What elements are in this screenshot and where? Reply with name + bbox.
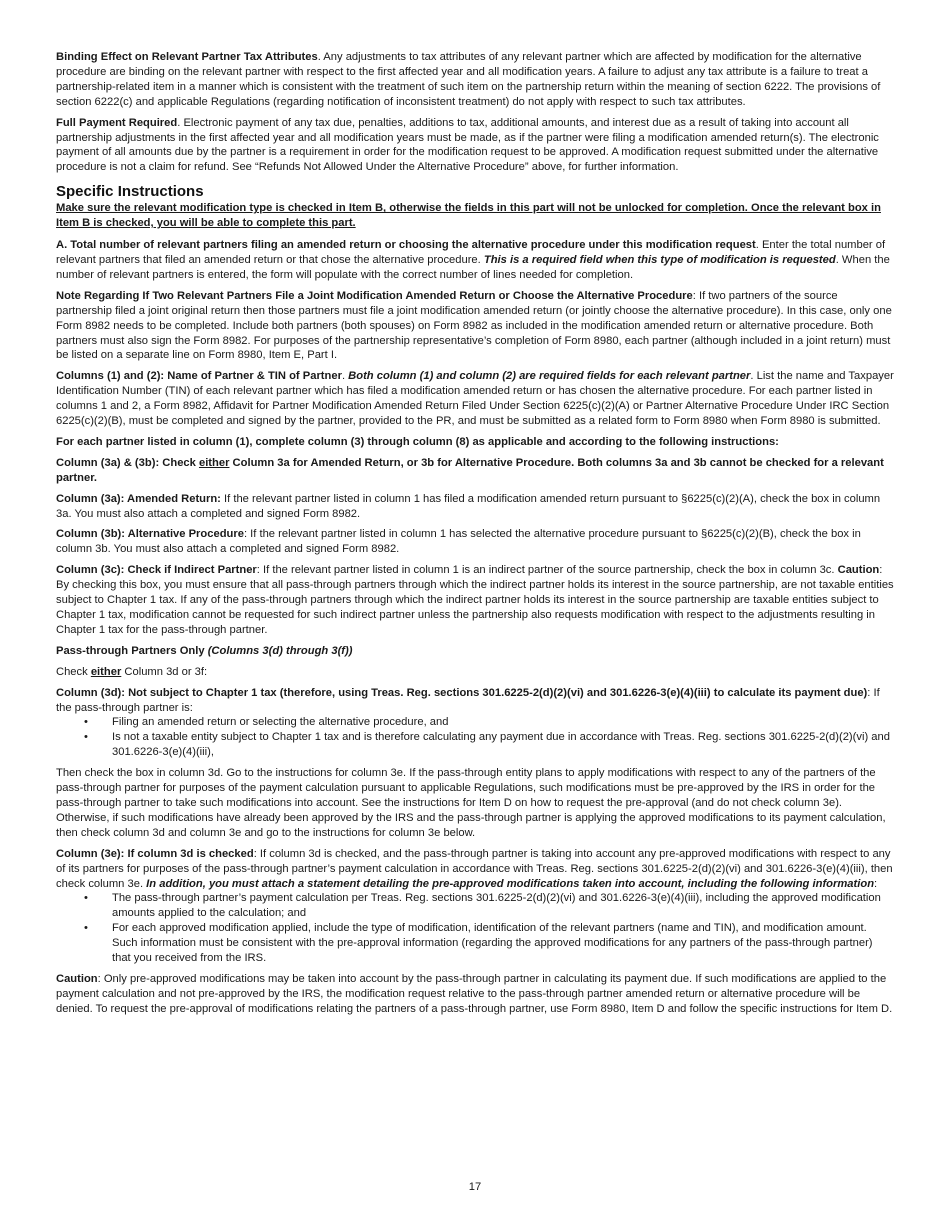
caution-label: Caution: [837, 564, 880, 577]
column-3d-heading: Column (3d): Not subject to Chapter 1 tax (therefore, using Treas. Reg. sections 301.6225-2(d)(2)(vi) and 301.6226-3(e)(4)(iii) to calculate its payment due): [56, 686, 868, 699]
column-3d-paragraph: Column (3d): Not subject to Chapter 1 tax (therefore, using Treas. Reg. sections 301.6225-2(d)(2)(vi) and 301.6226-3(e)(4)(iii) to calculate its payment due): If the pass-through partner is:: [56, 686, 880, 714]
binding-effect-paragraph: Binding Effect on Relevant Partner Tax Attributes. Any adjustments to tax attributes of any relevant partner which are affected by modification for the alternative procedure are binding on the relevant partner with respect to the first affected year and all modification years. A failure to adjust any tax attribute is a failure to treat a partnership-related item in a manner which is consistent with the treatment of such item on the partnership return within the meaning of section 6222. The provisions of section 6222(c) and applicable Regulations (regarding notification of inconsistent treatment) do not apply with respect to such tax attributes.: [56, 51, 881, 108]
binding-effect-heading: Binding Effect on Relevant Partner Tax Attributes: [56, 51, 318, 63]
caution-paragraph: Caution: Only pre-approved modifications may be taken into account by the pass-through partner in calculating its payment due. If such modifications are applied to the payment calculation and not pre-approved by the IRS, the modification request relative to the pass-through partner amended return or alternative procedure will be denied. To request the pre-approval of modifications relating the partners of a pass-through partner, use Form 8980, Item D and follow the specific instructions for Item D.: [56, 972, 893, 1015]
column-3a-heading: Column (3a): Amended Return:: [56, 492, 221, 505]
caution-heading: Caution: [56, 972, 98, 985]
then-check-paragraph: Then check the box in column 3d. Go to the instructions for column 3e. If the pass-through entity plans to apply modifications with respect to any of the partners of the pass-through partner for purposes of the payment calculation pursuant to applicable Regulations, such modifications must be pre-approved by the IRS in order for the pass-through partner to take such modifications into account. See the instructions for Item D on how to request the pre-approval (and do not check column 3e). Otherwise, if such modifications have already been approved by the IRS and the pass-through partner is applying the approved modifications to its payment calculation, then check column 3d and column 3e and go to the instructions for column 3e below.: [56, 767, 886, 839]
item-b-warning: Make sure the relevant modification type is checked in Item B, otherwise the fields in this part will not be unlocked for completion. Once the relevant box in Item B is checked, you will be able to complete this part.: [56, 202, 881, 230]
column-3c-heading: Column (3c): Check if Indirect Partner: [56, 564, 257, 577]
list-item: • For each approved modification applied, include the type of modification, identification of the relevant partners (name and TIN), and modification amount. Such information must be consistent with the pre-approval information (regarding the approved modifications for any partners of the pass-through partner) that you received from the IRS.: [112, 921, 894, 966]
full-payment-heading: Full Payment Required: [56, 116, 178, 129]
column-3d-bullet-list: [56, 715, 894, 760]
pass-through-heading: Pass-through Partners Only (Columns 3(d) through 3(f)): [56, 644, 353, 657]
joint-return-note-heading: Note Regarding If Two Relevant Partners File a Joint Modification Amended Return or Choose the Alternative Procedure: [56, 289, 693, 302]
column-3b-heading: Column (3b): Alternative Procedure: [56, 528, 244, 541]
check-either-line: Check either Column 3d or 3f:: [56, 665, 208, 678]
column-3c-paragraph: Column (3c): Check if Indirect Partner: If the relevant partner listed in column 1 is an indirect partner of the source partnership, check the box in column 3c. Caution: By checking this box, you must ensure that all pass-through partners through which the indirect partner holds its interest in the source partnership, are not taxable entities subject to Chapter 1 tax. If any of the pass-through partners through which the indirect partner holds its interest in the source partnership are taxable entities subject to Chapter 1 tax, modification cannot be requested for such indirect partner unless the partnership also requests modification with respect to the adjustments resulting in Chapter 1 tax for the pass-through partner.: [56, 564, 894, 636]
list-item: • Is not a taxable entity subject to Chapter 1 tax and is therefore calculating any payment due in accordance with Treas. Reg. sections 301.6225-2(d)(2)(vi) and 301.6226-3(e)(4)(iii),: [112, 730, 894, 760]
column-3a-3b-paragraph: Column (3a) & (3b): Check either Column 3a for Amended Return, or 3b for Alternative Procedure. Both columns 3a and 3b cannot be checked for a relevant partner.: [56, 456, 884, 484]
specific-instructions-title: Specific Instructions: [56, 183, 204, 201]
column-3e-paragraph: Column (3e): If column 3d is checked: If column 3d is checked, and the pass-through partner is taking into account any pre-approved modifications with respect to any of its partners for purposes of the pass-through partner’s payment calculation in accordance with Treas. Reg. sections 301.6225-2(d)(2)(vi) and 301.6226-3(e)(4)(iii), then check column 3e. In addition, you must attach a statement detailing the pre-approved modifications taken into account, including the following information:: [56, 847, 893, 890]
item-a-paragraph: A. Total number of relevant partners filing an amended return or choosing the alternative procedure under this modification request. Enter the total number of relevant partners that filed an amended return or that chose the alternative procedure. This is a required field when this type of modification is requested. When the number of relevant partners is entered, the form will populate with the correct number of lines needed for completion.: [56, 239, 890, 281]
column-3e-heading: Column (3e): If column 3d is checked: [56, 847, 254, 860]
columns-1-2-paragraph: Columns (1) and (2): Name of Partner & TIN of Partner. Both column (1) and column (2) are required fields for each relevant partner. List the name and Taxpayer Identification Number (TIN) of each relevant partner which has filed a modification amended return or has chosen the alternative procedure. For each partner listed in columns 1 and 2, a Form 8982, Affidavit for Partner Modification Amended Return Filed Under Section 6225(c)(2)(A) or Partner Alternative Procedure Under IRC Section 6225(c)(2)(B), must be completed and signed by the partner, provided to the PR, and must be submitted as a related form to Form 8980 when Form 8980 is submitted.: [56, 370, 894, 428]
column-3b-paragraph: Column (3b): Alternative Procedure: If the relevant partner listed in column 1 has selected the alternative procedure pursuant to §6225(c)(2)(B), check the box in column 3b. You must also attach a completed and signed Form 8982.: [56, 528, 861, 556]
joint-return-note: Note Regarding If Two Relevant Partners File a Joint Modification Amended Return or Choose the Alternative Procedure: If two partners of the source partnership filed a joint original return then those partners must file a joint modification amended return (or jointly choose the alternative procedure). In this case, only one Form 8982 needs to be completed. Include both partners (both spouses) on Form 8982 as included in the modification amended return or alternative procedure. Both partners must also sign the Form 8982. For purposes of the partnership representative’s completion of Form 8980, each partner (although included in a joint return) must be listed on a separate line on Form 8980, Item E, Part I.: [56, 289, 892, 362]
full-payment-paragraph: Full Payment Required. Electronic payment of any tax due, penalties, additions to tax, additional amounts, and interest due as a result of taking into account all partnership adjustments in the first affected year and all modification years must be made, as if the partner were filing a modification amended return(s). The electronic payment of all amounts due by the partner is a requirement in order for the modification request to be approved. A modification request submitted under the alternative procedure is not a claim for refund. See “Refunds Not Allowed Under the Alternative Procedure” above, for further information.: [56, 116, 879, 174]
list-item: • The pass-through partner’s payment calculation per Treas. Reg. sections 301.6225-2(d)(2)(vi) and 301.6226-3(e)(4)(iii), including the approved modification amounts applied to the calculation; and: [112, 891, 894, 921]
columns-1-2-heading: Columns (1) and (2): Name of Partner & TIN of Partner: [56, 370, 342, 383]
list-item: • Filing an amended return or selecting the alternative procedure, and: [112, 715, 894, 730]
each-partner-instruction: For each partner listed in column (1), complete column (3) through column (8) as applicable and according to the following instructions:: [56, 435, 779, 448]
page-number: 17: [468, 1181, 482, 1193]
item-a-heading: A. Total number of relevant partners filing an amended return or choosing the alternative procedure under this modification request: [56, 239, 756, 252]
instructions-page: [56, 50, 894, 1023]
column-3e-bullet-list: [56, 891, 894, 966]
column-3a-paragraph: Column (3a): Amended Return: If the relevant partner listed in column 1 has filed a modification amended return pursuant to §6225(c)(2)(A), check the box in column 3a. You must also attach a completed and signed Form 8982.: [56, 492, 881, 520]
